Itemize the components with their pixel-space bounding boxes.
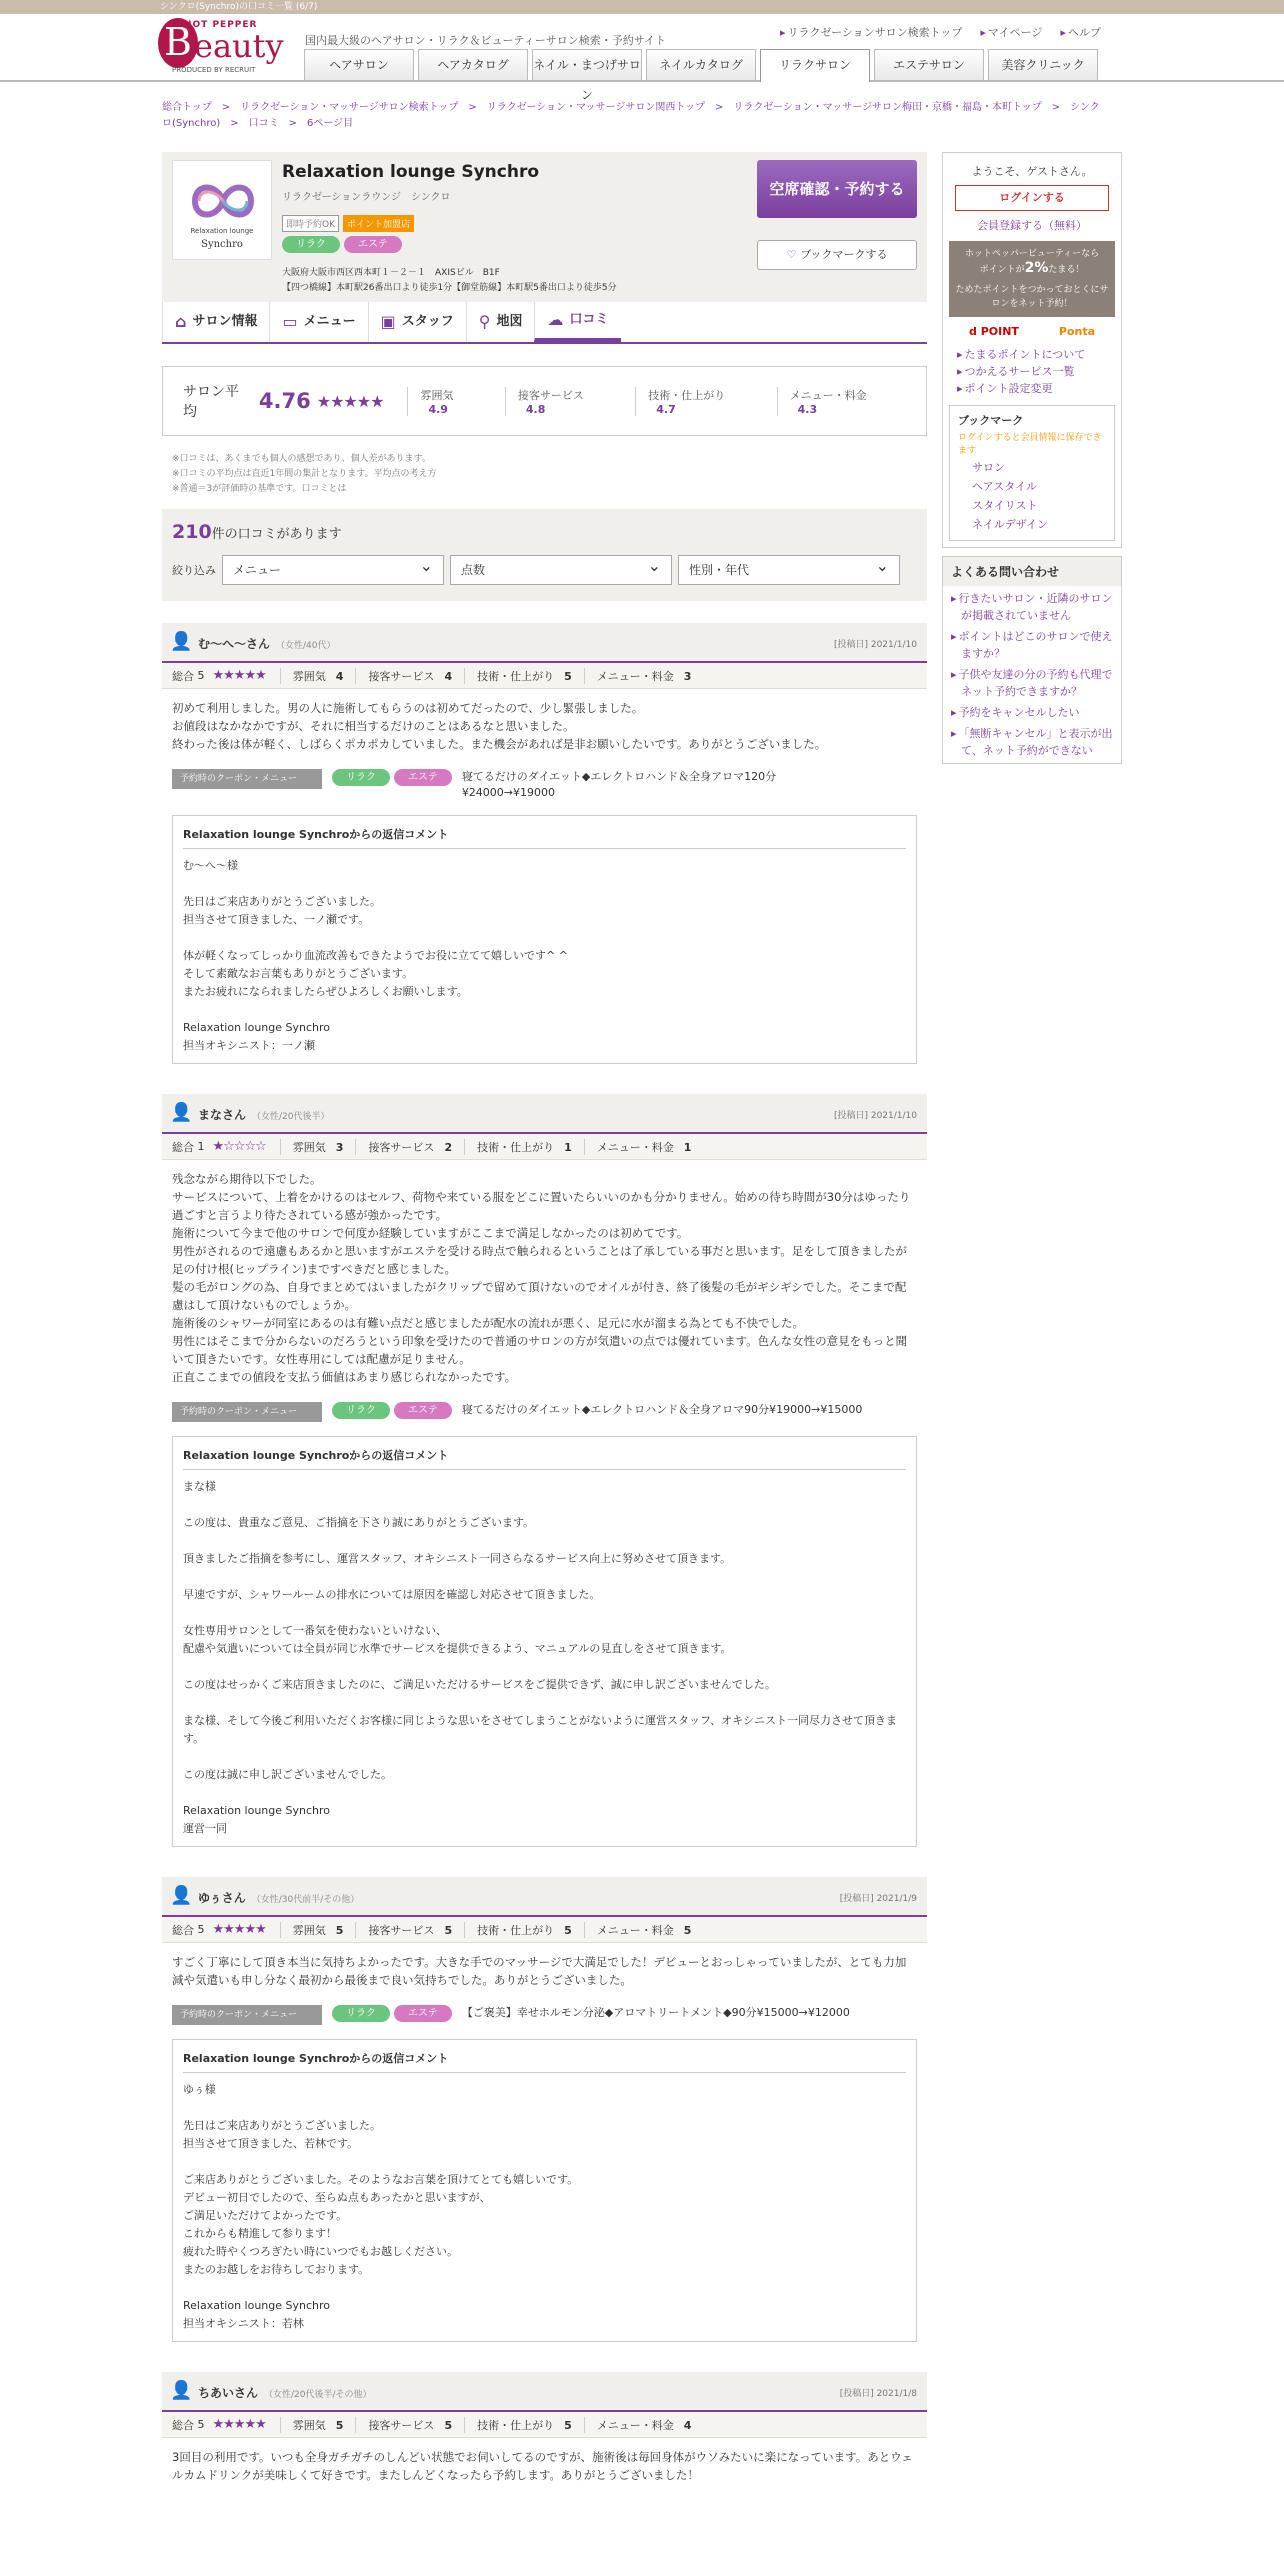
reserve-button[interactable]: 空席確認・予約する — [757, 160, 917, 218]
salon-logo-name: Synchro — [201, 239, 243, 250]
review-body: すごく丁寧にして頂き本当に気持ちよかったです。大きな手でのマッサージで大満足でした！デビューとおっしゃっていましたが、とても力加減や気遣いも申し分なく最初から最後まで良い気持ちでした。ありがとうございました。 — [172, 1955, 907, 1987]
review-coupon: 予約時のクーポン・メニュー リラク エステ 【ご褒美】幸せホルモン分泌◆アロマトリートメント◆90分¥15000→¥12000 — [172, 2005, 917, 2025]
point-link[interactable]: ▸ つかえるサービス一覧 — [949, 363, 1115, 380]
review-item — [162, 2372, 927, 2494]
coupon-link[interactable]: 【ご褒美】幸せホルモン分泌◆アロマトリートメント◆90分¥15000→¥12000 — [461, 2006, 850, 2019]
point-links — [949, 346, 1115, 397]
faq-link[interactable]: ▸ ポイントはどこのサロンで使えますか？ — [943, 628, 1121, 662]
nav-tab-clinic[interactable]: 美容クリニック — [988, 49, 1098, 80]
main-content — [162, 152, 927, 2494]
reviewer-name: ちあいさん （女性/20代後半/その他） — [198, 2386, 372, 2400]
nav-tab-relax[interactable]: リラクサロン — [760, 49, 870, 82]
reviewer-avatar-icon: 👤 — [170, 1102, 193, 1123]
review-scores: 総合 1 ★☆☆☆☆ 雰囲気 3 接客サービス 2 技術・仕上がり 1 メニュー・料金 1 — [162, 1134, 927, 1160]
reviewer-avatar-icon: 👤 — [170, 2380, 193, 2401]
review-date: [投稿日] 2021/1/8 — [839, 2389, 917, 2399]
avg-item-skill: 技術・仕上がり4.7 — [635, 387, 764, 416]
category-relax: リラク — [282, 236, 340, 253]
pin-icon: ⚲ — [478, 312, 491, 331]
category-esthe: エステ — [344, 236, 402, 253]
top-links — [780, 24, 1101, 40]
logo-text: eauty — [194, 27, 284, 65]
logo-top: HOT PEPPER — [184, 20, 258, 30]
site-header — [0, 14, 1284, 102]
reply-body: まな様 この度は、貴重なご意見、ご指摘を下さり誠にありがとうございます。 頂きましたご指摘を参考にし、運営スタッフ、オキシニスト一同さらなるサービス向上に努めさせて頂きます。 早速ですが、シャワールームの排水については原因を確認し対応させて頂きました。 女性専用サロンとして一番気を使わないといけない、 配慮や気遣いについては全員が同じ水準でサービスを提供できるよう、マニュアルの見直しをさせて頂きます。 この度はせっかくご来店頂きましたのに、ご満足いただけるサービスをご提供できず、誠に申し訳ございませんでした。 まな様、そして今後ご利用いただくお客様に同じような思いをさせてしまうことがないように運営スタッフ、オキシニスト一同尽力させて頂きます。 この度は誠に申し訳ございませんでした。 Relaxation lounge Synchro 運営一同 — [183, 1480, 898, 1835]
faq-link[interactable]: ▸ 予約をキャンセルしたい — [943, 704, 1121, 721]
salon-categories — [282, 236, 402, 253]
tab-label: サロン情報 — [192, 314, 258, 329]
ponta-logo: Ponta — [1058, 325, 1096, 338]
filter-label: 絞り込み — [172, 564, 216, 577]
member-box — [942, 152, 1122, 548]
nav-tab-hair-catalog[interactable]: ヘアカタログ — [418, 49, 528, 80]
review-notes — [162, 452, 927, 497]
logo-b: B — [158, 18, 198, 68]
bookmark-link-stylist[interactable]: スタイリスト — [972, 499, 1038, 512]
review-item — [162, 1877, 927, 2342]
filter-menu-select[interactable]: メニュー ⌄ — [222, 555, 444, 585]
average-label: サロン平均 — [183, 384, 239, 420]
salon-reply: Relaxation lounge Synchroからの返信コメント む〜へ〜様 先日はご来店ありがとうございました。 担当させて頂きました、一ノ瀬です。 体が軽くなってしっかり血流改善もできたようでお役に立てて嬉しいです^ ^ そして素敵なお言葉もありがとうございます。 またお疲れになられましたらぜひよろしくお願いします。 Relaxation lounge Synchro 担当オキシニスト：一ノ瀬 — [172, 815, 917, 1064]
top-link-mypage[interactable]: ▸ マイページ — [980, 24, 1042, 40]
bookmark-link-nail[interactable]: ネイルデザイン — [972, 518, 1049, 531]
review-count: 210件の口コミがあります — [172, 521, 342, 543]
note-line: ※口コミは、あくまでも個人の感想であり、個人差があります。 — [172, 454, 431, 464]
review-scores: 総合 5 ★★★★★ 雰囲気 4 接客サービス 4 技術・仕上がり 5 メニュー・料金 3 — [162, 663, 927, 689]
sidebar — [942, 152, 1122, 764]
review-scores: 総合 5 ★★★★★ 雰囲気 5 接客サービス 5 技術・仕上がり 5 メニュー・料金 4 — [162, 2412, 927, 2438]
global-nav — [304, 49, 1098, 102]
coupon-link[interactable]: 寝てるだけのダイエット◆エレクトロハンド＆全身アロマ90分¥19000→¥15000 — [461, 1403, 863, 1416]
salon-reply: Relaxation lounge Synchroからの返信コメント ゆぅ様 先日はご来店ありがとうございました。 担当させて頂きました、若林です。 ご来店ありがとうございました。そのようなお言葉を頂けてとても嬉しいです。 デビュー初日でしたので、至らぬ点もあったかと思いますが、 ご満足いただけてよかったです。 これからも精進して参ります！ 疲れた時やくつろぎたい時にいつでもお越しください。 またのお越しをお待ちしております。 Relaxation lounge Synchro 担当オキシニスト：若林 — [172, 2039, 917, 2342]
tagline: 国内最大級のヘアサロン・リラク＆ビューティーサロン検索・予約サイト — [305, 34, 667, 47]
salon-address-block — [282, 266, 617, 296]
salon-badges — [282, 215, 414, 232]
reviewer-avatar-icon: 👤 — [170, 631, 193, 652]
tab-staff[interactable] — [368, 302, 466, 342]
bookmark-label: ブックマークする — [800, 248, 888, 261]
book-icon: ▭ — [282, 312, 298, 331]
point-logos — [949, 325, 1115, 338]
tab-label: 口コミ — [569, 312, 609, 327]
review-body: 3回目の利用です。いつも全身ガチガチのしんどい状態でお伺いしてるのですが、施術後は毎回身体がウソみたいに楽になっています。あとウェルカムドリンクが美味しくて好きです。またしんどくなったら予約します。ありがとうございました！ — [172, 2450, 913, 2482]
faq-link[interactable]: ▸ 「無断キャンセル」と表示が出て、ネット予約ができない — [943, 725, 1121, 759]
register-link[interactable]: 会員登録する（無料） — [977, 219, 1087, 232]
dpoint-logo: d POINT — [968, 325, 1019, 338]
tab-reviews[interactable] — [534, 302, 620, 342]
review-item — [162, 623, 927, 1064]
house-icon: ⌂ — [175, 312, 187, 331]
reviewer-avatar-icon: 👤 — [170, 1885, 193, 1906]
coupon-link[interactable]: 寝てるだけのダイエット◆エレクトロハンド＆全身アロマ120分 — [461, 770, 777, 783]
average-score: 4.76 — [258, 389, 311, 413]
window-title: シンクロ(Synchro)の口コミ一覧 (6/7) — [0, 0, 1284, 14]
login-button[interactable]: ログインする — [955, 185, 1109, 211]
tab-label: スタッフ — [401, 314, 454, 329]
salon-name: Relaxation lounge Synchro — [282, 162, 540, 182]
point-link[interactable]: ▸ ポイント設定変更 — [949, 380, 1115, 397]
avg-item-price: メニュー・料金4.3 — [777, 387, 906, 416]
average-stars: ★★★★★ — [316, 391, 384, 411]
hotpepper-beauty-logo[interactable] — [158, 20, 282, 78]
review-date: [投稿日] 2021/1/10 — [833, 640, 917, 650]
salon-header — [162, 152, 927, 302]
point-banner[interactable]: ホットペッパービューティーなら ポイントが2%たまる！ ためたポイントをつかっておとくにサロンをネット予約！ — [949, 241, 1115, 317]
bookmark-button[interactable] — [757, 240, 917, 270]
tab-map[interactable] — [466, 302, 535, 342]
salon-reply: Relaxation lounge Synchroからの返信コメント まな様 この度は、貴重なご意見、ご指摘を下さり誠にありがとうございます。 頂きましたご指摘を参考にし、運営スタッフ、オキシニスト一同さらなるサービス向上に努めさせて頂きます。 早速ですが、シャワールームの排水については原因を確認し対応させて頂きました。 女性専用サロンとして一番気を使わないといけない、 配慮や気遣いについては全員が同じ水準でサービスを提供できるよう、マニュアルの見直しをさせて頂きます。 この度はせっかくご来店頂きましたのに、ご満足いただけるサービスをご提供できず、誠に申し訳ございませんでした。 まな様、そして今後ご利用いただくお客様に同じような思いをさせてしまうことがないように運営スタッフ、オキシニスト一同尽力させて頂きます。 この度は誠に申し訳ございませんでした。 Relaxation lounge Synchro 運営一同 — [172, 1436, 917, 1847]
reply-body: む〜へ〜様 先日はご来店ありがとうございました。 担当させて頂きました、一ノ瀬です。 体が軽くなってしっかり血流改善もできたようでお役に立てて嬉しいです^ ^ そして素敵なお言葉もありがとうございます。 またお疲れになられましたらぜひよろしくお願いします。 Relaxation lounge Synchro 担当オキシニスト：一ノ瀬 — [183, 859, 568, 1052]
salon-access: 【四つ橋線】本町駅26番出口より徒歩1分【御堂筋線】本町駅5番出口より徒歩5分 — [282, 283, 617, 293]
faq-link[interactable]: ▸ 行きたいサロン・近隣のサロンが掲載されていません — [943, 590, 1121, 624]
average-rating — [162, 366, 927, 436]
top-link-help[interactable]: ▸ ヘルプ — [1060, 24, 1101, 40]
bookmark-link-salon[interactable]: サロン — [972, 461, 1005, 474]
salon-logo — [172, 160, 272, 260]
review-date: [投稿日] 2021/1/10 — [833, 1111, 917, 1121]
welcome-text: ようこそ、ゲストさん。 — [971, 165, 1093, 178]
note-line[interactable]: ※普通＝3が評価時の基準です。口コミとは — [172, 484, 347, 494]
tab-menu[interactable] — [269, 302, 367, 342]
reviewer-name: まなさん （女性/20代後半） — [198, 1108, 330, 1122]
point-member-badge: ポイント加盟店 — [343, 215, 414, 232]
nav-tab-nail-eyelash[interactable]: ネイル・まつげサロン — [532, 49, 642, 80]
review-filter — [162, 509, 927, 601]
review-scores: 総合 5 ★★★★★ 雰囲気 5 接客サービス 5 技術・仕上がり 5 メニュー・料金 5 — [162, 1917, 927, 1943]
bookmark-box: ブックマーク ログインすると会員情報に保存できます サロン ヘアスタイル スタイリスト ネイルデザイン — [949, 405, 1115, 541]
filter-score-select[interactable]: 点数 ⌄ — [450, 555, 672, 585]
review-body: 初めて利用しました。男の人に施術してもらうのは初めてだったので、少し緊張しました。 お値段はなかなかですが、それに相当するだけのことはあるなと思いました。 終わった後は体が軽く、しばらくポカポカしていました。また機会があれば是非お願いしたいです。ありがとうございました。 — [172, 701, 827, 751]
tab-salon-info[interactable] — [162, 302, 269, 342]
review-date: [投稿日] 2021/1/9 — [839, 1894, 917, 1904]
nav-tab-nail-catalog[interactable]: ネイルカタログ — [646, 49, 756, 80]
review-body: 残念ながら期待以下でした。 サービスについて、上着をかけるのはセルフ、荷物や来ている服をどこに置いたらいいのかも分かりません。始めの待ち時間が30分はゆったり過ごすと言うより待たされている感が強かったです。 施術について今まで他のサロンで何度か経験していますがここまで満足しなかったのは初めてです。 男性がされるので遠慮もあるかと思いますがエステを受ける時点で触られるということは了承している事だと思います。足をして頂きましたが足の付け根(ヒップライン)まですべきだと感じました。 髪の毛がロングの為、自身でまとめてはいましたがクリップで留めて頂けないのでオイルが付き、終了後髪の毛がギシギシでした。そこまで配慮はして頂けないものでしょうか。 施術後のシャワーが同室にあるのは有難い点だと感じましたが配水の流れが悪く、足元に水が溜まる為とても不快でした。 男性にはそこまで分からないのだろうという印象を受けたので普通のサロンの方が気遣いの点では優れています。色んな女性の意見をもっと聞いて頂きたいです。女性専用にしては配慮が足りません。 正直ここまでの値段を支払う価値はあまり感じられなかったです。 — [172, 1172, 911, 1384]
tab-label: 地図 — [496, 314, 523, 329]
tab-label: メニュー — [303, 314, 356, 329]
faq-box: よくある問い合わせ ▸ 行きたいサロン・近隣のサロンが掲載されていません ▸ ポイントはどこのサロンで使えますか？ ▸ 子供や友達の分の予約も代理でネット予約できますか？ ▸ 予約をキャンセルしたい ▸ 「無断キャンセル」と表示が出て、ネット予約ができない — [942, 556, 1122, 764]
nav-tab-hair[interactable]: ヘアサロン — [304, 49, 414, 80]
avg-item-service: 接客サービス4.8 — [505, 387, 623, 416]
filter-gender-age-select[interactable]: 性別・年代 ⌄ — [678, 555, 900, 585]
salon-kana: リラクゼーションラウンジ シンクロ — [282, 192, 451, 203]
salon-tabs — [162, 302, 927, 344]
breadcrumb[interactable]: 総合トップ > リラクゼーション・マッサージサロン検索トップ > リラクゼーション・マッサージサロン関西トップ > リラクゼーション・マッサージサロン梅田・京橋・福島・本町トップ > シンクロ(Synchro) > 口コミ > 6ページ目 — [162, 102, 1100, 129]
salon-address: 大阪府大阪市西区西本町１－２－１ AXISビル B1F — [282, 268, 500, 278]
note-line[interactable]: ※口コミの平均点は直近1年間の集計となります。平均点の考え方 — [172, 469, 437, 479]
reviewer-name: ゆぅさん （女性/30代前半/その他） — [198, 1891, 360, 1905]
logo-sub: PRODUCED BY RECRUIT — [172, 66, 256, 74]
point-link[interactable]: ▸ たまるポイントについて — [949, 346, 1115, 363]
review-item — [162, 1094, 927, 1847]
reviewer-name: む〜へ〜さん （女性/40代） — [198, 637, 336, 651]
salon-logo-text: Relaxation lounge — [190, 227, 254, 235]
review-coupon: 予約時のクーポン・メニュー リラク エステ 寝てるだけのダイエット◆エレクトロハンド＆全身アロマ90分¥19000→¥15000 — [172, 1402, 917, 1422]
reply-body: ゆぅ様 先日はご来店ありがとうございました。 担当させて頂きました、若林です。 ご来店ありがとうございました。そのようなお言葉を頂けてとても嬉しいです。 デビュー初日でしたので、至らぬ点もあったかと思いますが、 ご満足いただけてよかったです。 これからも精進して参ります！ 疲れた時やくつろぎたい時にいつでもお越しください。 またのお越しをお待ちしております。 Relaxation lounge Synchro 担当オキシニスト：若林 — [183, 2083, 579, 2330]
review-coupon: 予約時のクーポン・メニュー リラク エステ 寝てるだけのダイエット◆エレクトロハンド＆全身アロマ120分 ¥24000→¥19000 — [172, 769, 917, 801]
chat-icon: ☁ — [547, 310, 564, 329]
bookmark-link-hairstyle[interactable]: ヘアスタイル — [972, 480, 1038, 493]
instant-booking-badge: 即時予約OK — [282, 215, 339, 232]
avg-item-atmosphere: 雰囲気4.9 — [407, 387, 492, 416]
heart-icon: ♡ — [786, 248, 797, 261]
faq-link[interactable]: ▸ 子供や友達の分の予約も代理でネット予約できますか？ — [943, 666, 1121, 700]
nav-tab-esthe[interactable]: エステサロン — [874, 49, 984, 80]
staff-icon: ▣ — [380, 312, 396, 331]
top-link-relax-top[interactable]: ▸ リラクゼーションサロン検索トップ — [780, 24, 962, 40]
